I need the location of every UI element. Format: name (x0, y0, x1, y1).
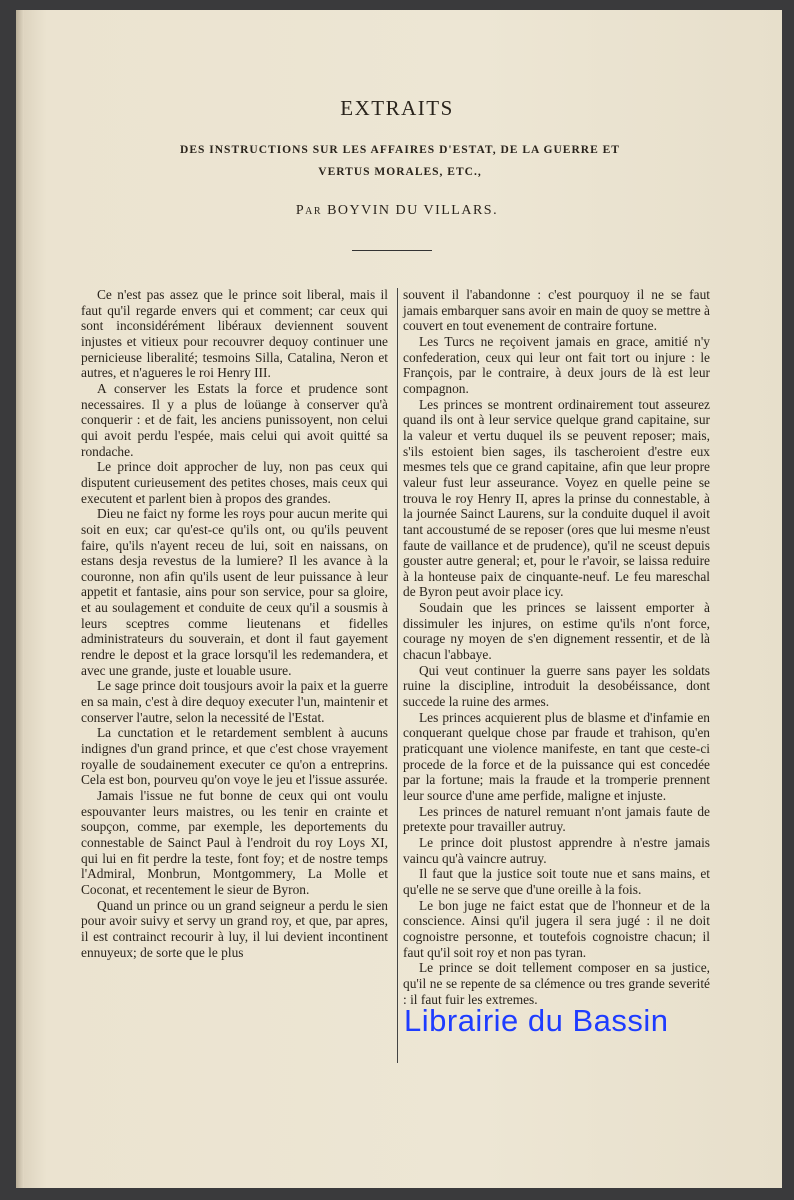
left-column (81, 287, 388, 960)
author-prefix: Par (295, 203, 323, 218)
author-line (0, 203, 794, 219)
paragraph: Ce n'est pas assez que le prince soit liberal, mais il faut qu'il regarde envers qui et comment; car ceux qui sont inconsidérément libéraux deviennent souvent injustes et vitieux pour recouvrer dequoy continuer une pernicieuse liberalité; tesmoins Silla, Catalina, Neron et autres, et n'agueres le roi Henry III. (81, 287, 388, 381)
paragraph: La cunctation et le retardement semblent à aucuns indignes d'un grand prince, et que c'est chose vrayement royalle de soudainement executer ce qu'on a entreprins. Cela est bon, pourveu qu'on voye le jeu et l'issue assurée. (81, 725, 388, 788)
paragraph: Le prince doit plustost apprendre à n'estre jamais vaincu qu'à vaincre autruy. (403, 834, 710, 866)
paragraph: Les princes se montrent ordinairement tout asseurez quand ils ont à leur service quelque grand capitaine, sur la valeur et vertu duquel ils se peuvent reposer; mais, s'ils estoient bien sages, ils tascheroient d'estre eux mesmes tels que ce grand capitaine, afin que leur propre valeur fust leur asseurance. Voyez en quelle peine se trouva le roy Henry II, apres la prinse du connestable, à la journée Sainct Laurens, sur la conduite duquel il avoit tant accoustumé de se reposer (ores que lui mesme n'eust faute de vaillance et de prudence), qu'il ne sceust depuis gouster autre general; et, pour le r'avoir, se laissa reduire à la honteuse paix de cinquante-neuf. Le feu mareschal de Byron peut avoir place icy. (403, 396, 710, 600)
paragraph: souvent il l'abandonne : c'est pourquoy il ne se faut jamais embarquer sans avoir en main de quoy se mettre à couvert en tout evenement de contraire fortune. (403, 287, 710, 334)
paragraph: Qui veut continuer la guerre sans payer les soldats ruine la discipline, introduit la desobéissance, dont succede la ruine des armes. (403, 662, 710, 710)
subtitle-line-1: DES INSTRUCTIONS SUR LES AFFAIRES D'ESTAT, DE LA GUERRE ET (180, 144, 620, 156)
paragraph: Soudain que les princes se laissent emporter à dissimuler les injures, on estime qu'ils n'ont force, courage ny moyen de s'en dignement ressentir, et de là chacun l'abbaye. (403, 600, 710, 663)
paragraph: Les princes de naturel remuant n'ont jamais faute de pretexte pour travailler autruy. (403, 803, 710, 835)
column-divider (397, 288, 398, 1063)
paragraph: Les princes acquierent plus de blasme et d'infamie en conquerant quelque chose par fraude et trahison, qu'en praticquant une violence manifeste, en tant que ceste-ci procede de la force et de la puissance qui est concedée par la fortune; mais la fraude et la tromperie prennent leur source d'une ame perfide, maligne et injuste. (403, 709, 710, 803)
paragraph: Le bon juge ne faict estat que de l'honneur et de la conscience. Ainsi qu'il jugera il sera jugé : il ne doit cognoistre personne, et toutefois cognoistre chacun; il faut qu'il soit roy et non pas tyran. (403, 897, 710, 960)
paragraph: Quand un prince ou un grand seigneur a perdu le sien pour avoir suivy et servy un grand roy, et que, par apres, il est contrainct recourir à luy, il lui devient incontinent ennuyeux; de sorte que le plus (81, 897, 388, 960)
title-rule (352, 250, 432, 251)
paragraph: Jamais l'issue ne fut bonne de ceux qui ont voulu espouvanter leurs maistres, ou les tenir en crainte et soupçon, comme, par exemple, les deportements du connestable de Sainct Paul à l'endroit du roy Loys XI, qui lui en fit perdre la teste, font foy; et de nostre temps l'Admiral, Monbrun, Montgommery, La Molle et Coconat, et recentement le sieur de Byron. (81, 788, 388, 897)
right-column (403, 287, 710, 1007)
paragraph: Dieu ne faict ny forme les roys pour aucun merite qui soit en eux; car qu'est-ce qu'ils ont, ou qu'ils peuvent faire, qu'ils n'ayent receu de lui, soit en naissans, on estans desja revestus de la lumiere? Il les avance à la couronne, non afin qu'ils usent de leur puissance à leur appetit et fantasie, ains pour son service, pour sa gloire, et au soulagement et conduite de ceux qu'il a sousmis à leurs sceptres comme lieutenans et fidelles administrateurs du souverain, et dont il faut gayement rendre le depost et la grace lorsqu'il les redemandera, et avec une grande, juste et louable usure. (81, 506, 388, 678)
subtitle-line-2: VERTUS MORALES, ETC., (318, 166, 482, 178)
paragraph: Les Turcs ne reçoivent jamais en grace, amitié n'y confederation, ceux qui leur ont fait tort ou injure : le François, par le contraire, à deux jours de là est leur compagnon. (403, 333, 710, 396)
paragraph: A conserver les Estats la force et prudence sont necessaires. Il y a plus de loüange à conserver qu'à conquerir : et de fait, les anciens punissoyent, non celui qui avoit perdu l'espée, mais celui qui avoit quitté sa rondache. (81, 380, 388, 459)
paragraph: Le sage prince doit tousjours avoir la paix et la guerre en sa main, c'est à dire dequoy executer l'un, maintenir et conserver l'autre, selon la necessité de l'Estat. (81, 678, 388, 725)
watermark: Librairie du Bassin (404, 1003, 669, 1038)
author-name: BOYVIN DU VILLARS. (327, 203, 499, 218)
page-title: EXTRAITS (340, 96, 454, 120)
paragraph: Il faut que la justice soit toute nue et sans mains, et qu'elle ne se serve que d'une oreille à la fois. (403, 866, 710, 897)
paragraph: Le prince doit approcher de luy, non pas ceux qui disputent curieusement des petites choses, mais ceux qui executent et parlent bien à propos des grandes. (81, 459, 388, 506)
paragraph: Le prince se doit tellement composer en sa justice, qu'il ne se repente de sa clémence ou tres grande severité : il faut fuir les extremes. (403, 960, 710, 1007)
page-gutter-shadow (16, 10, 24, 1188)
